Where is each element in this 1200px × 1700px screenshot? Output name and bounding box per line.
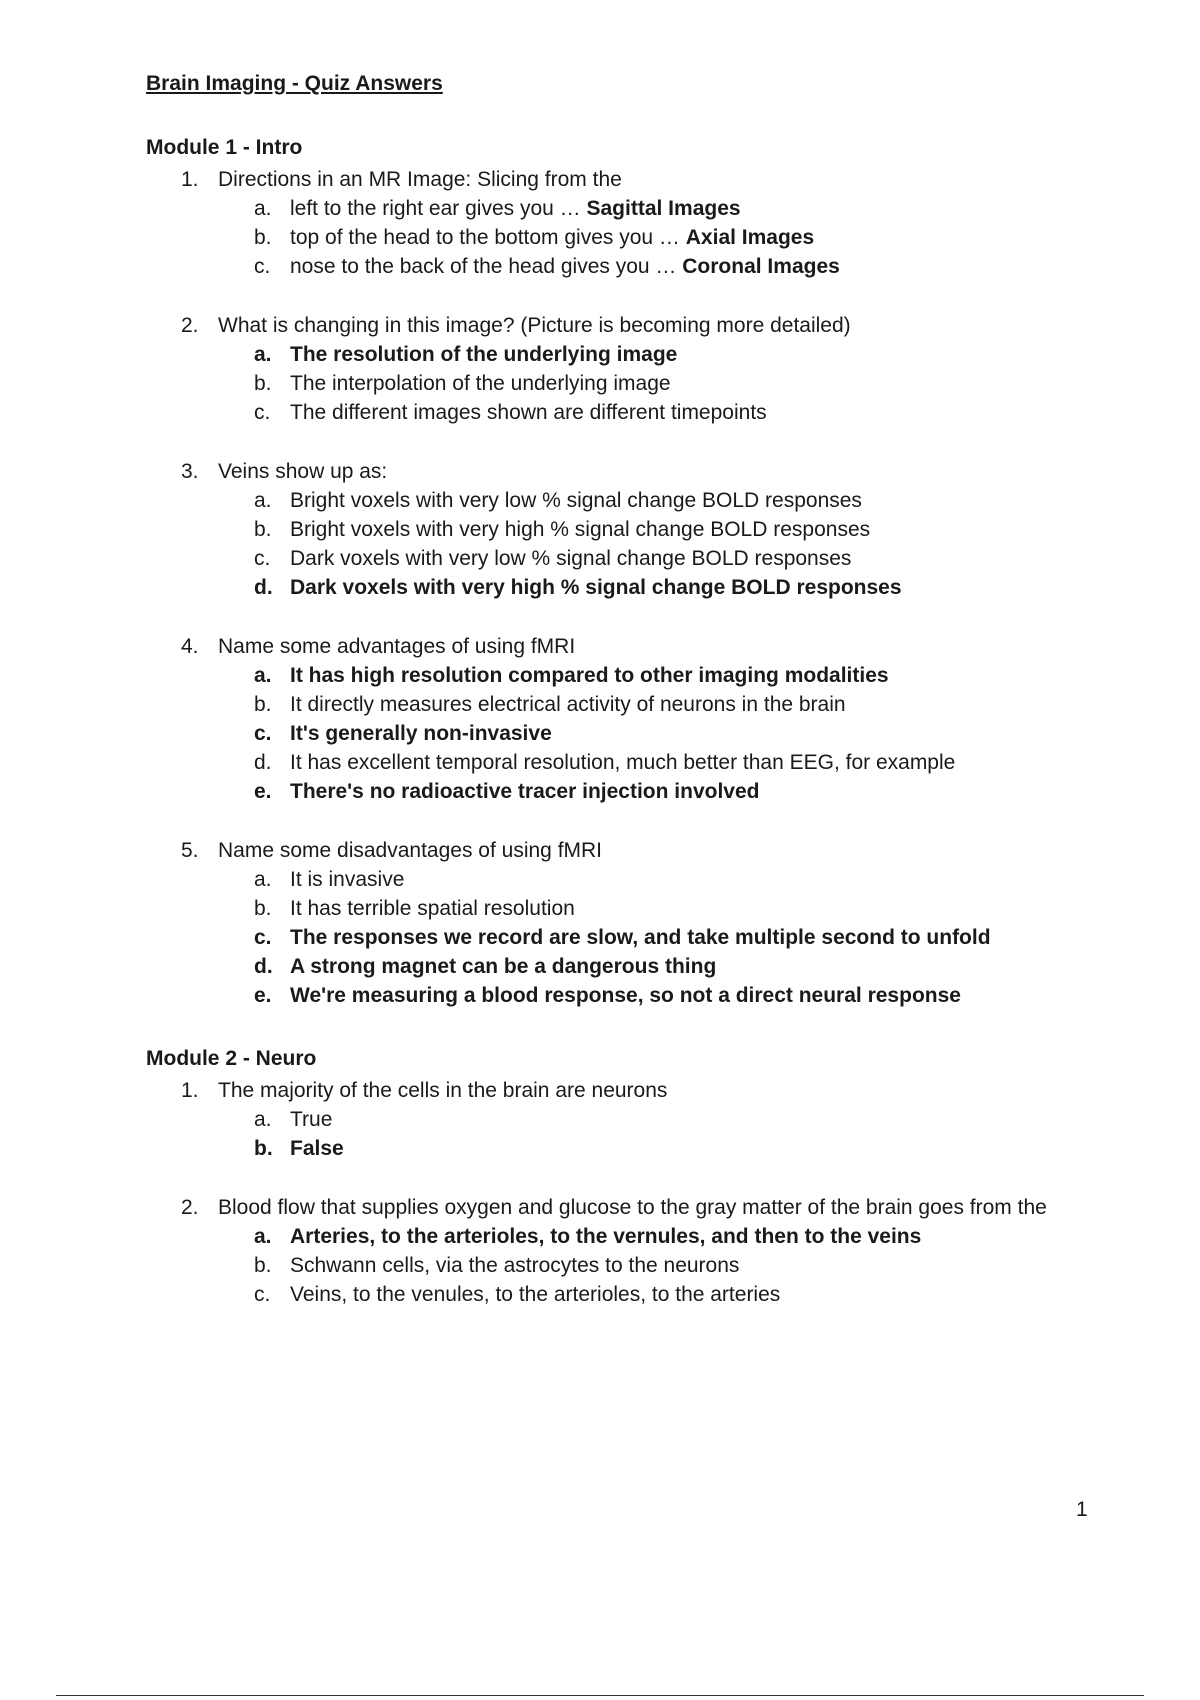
option-text: There's no radioactive tracer injection involved: [290, 780, 760, 803]
option-letter: b.: [254, 897, 272, 920]
option-text: Veins, to the venules, to the arterioles, to the arteries: [290, 1283, 781, 1306]
option-text: The resolution of the underlying image: [290, 343, 678, 366]
option-letter: b.: [254, 226, 272, 249]
option-text: left to the right ear gives you …: [290, 197, 581, 220]
answer-options: [218, 1105, 1096, 1163]
option-text: It has terrible spatial resolution: [290, 897, 575, 920]
option-text: We're measuring a blood response, so not a direct neural response: [290, 984, 961, 1007]
answer-option: [218, 515, 1096, 544]
answer-option: [218, 865, 1096, 894]
answer-option: [218, 894, 1096, 923]
option-text: False: [290, 1137, 344, 1160]
option-text: The different images shown are different timepoints: [290, 401, 767, 424]
option-letter: d.: [254, 576, 273, 599]
option-text: Bright voxels with very low % signal change BOLD responses: [290, 489, 862, 512]
module-2-section: [146, 1045, 1096, 1339]
question-text: Blood flow that supplies oxygen and glucose to the gray matter of the brain goes from the: [218, 1196, 1047, 1219]
correct-answer-option: [218, 719, 1096, 748]
option-text: Arteries, to the arterioles, to the vernules, and then to the veins: [290, 1225, 922, 1248]
option-text: Schwann cells, via the astrocytes to the neurons: [290, 1254, 740, 1277]
option-letter: c.: [254, 255, 271, 278]
answer-option: [218, 252, 1096, 281]
option-letter: a.: [254, 664, 272, 687]
answer-option: [218, 486, 1096, 515]
option-text: top of the head to the bottom gives you …: [290, 226, 680, 249]
answer-option: [218, 369, 1096, 398]
correct-answer-option: [218, 952, 1096, 981]
correct-answer-option: [218, 661, 1096, 690]
option-letter: b.: [254, 693, 272, 716]
question: [146, 632, 1096, 806]
answer-option: [218, 398, 1096, 427]
answer-options: [218, 1222, 1096, 1309]
option-text: The interpolation of the underlying image: [290, 372, 671, 395]
option-letter: c.: [254, 401, 271, 424]
option-text: It's generally non-invasive: [290, 722, 552, 745]
correct-answer-option: [218, 573, 1096, 602]
question-number: 1.: [181, 1079, 199, 1102]
question-number: 2.: [181, 1196, 199, 1219]
page-number: 1: [1076, 1498, 1088, 1521]
question-number: 3.: [181, 460, 199, 483]
option-text: A strong magnet can be a dangerous thing: [290, 955, 717, 978]
answer-options: [218, 486, 1096, 602]
answer-option: [218, 1280, 1096, 1309]
question: [146, 1076, 1096, 1163]
correct-answer-option: [218, 1134, 1096, 1163]
answer-term: Axial Images: [685, 226, 815, 249]
option-letter: e.: [254, 984, 272, 1007]
option-letter: c.: [254, 722, 272, 745]
option-text: True: [290, 1108, 333, 1131]
answer-options: [218, 194, 1096, 281]
answer-option: [218, 1105, 1096, 1134]
option-text: It has excellent temporal resolution, much better than EEG, for example: [290, 751, 956, 774]
option-letter: c.: [254, 926, 272, 949]
question-text: Directions in an MR Image: Slicing from the: [218, 168, 622, 191]
answer-option: [218, 690, 1096, 719]
answer-option: [218, 194, 1096, 223]
option-letter: a.: [254, 489, 272, 512]
option-letter: b.: [254, 1137, 273, 1160]
option-letter: b.: [254, 1254, 272, 1277]
option-text: Dark voxels with very low % signal change BOLD responses: [290, 547, 852, 570]
option-letter: b.: [254, 518, 272, 541]
question-number: 4.: [181, 635, 199, 658]
question-number: 2.: [181, 314, 199, 337]
option-letter: e.: [254, 780, 272, 803]
answer-options: [218, 865, 1096, 1010]
option-text: The responses we record are slow, and take multiple second to unfold: [290, 926, 991, 949]
option-letter: a.: [254, 1108, 272, 1131]
question-number: 1.: [181, 168, 199, 191]
answer-option: [218, 1251, 1096, 1280]
question: [146, 165, 1096, 281]
option-text: It is invasive: [290, 868, 405, 891]
option-letter: a.: [254, 343, 272, 366]
answer-options: [218, 661, 1096, 806]
answer-options: [218, 340, 1096, 427]
option-text: Dark voxels with very high % signal change BOLD responses: [290, 576, 902, 599]
question-text: Veins show up as:: [218, 460, 388, 483]
document-title: Brain Imaging - Quiz Answers: [146, 72, 443, 95]
option-letter: b.: [254, 372, 272, 395]
question-number: 5.: [181, 839, 199, 862]
option-text: It has high resolution compared to other imaging modalities: [290, 664, 889, 687]
module-1-section: [146, 134, 1096, 1040]
answer-option: [218, 223, 1096, 252]
footer-rule: [56, 1695, 1144, 1696]
question-text: What is changing in this image? (Picture is becoming more detailed): [218, 314, 851, 337]
correct-answer-option: [218, 777, 1096, 806]
question: [146, 457, 1096, 602]
option-text: It directly measures electrical activity of neurons in the brain: [290, 693, 846, 716]
option-letter: c.: [254, 547, 271, 570]
option-letter: d.: [254, 955, 273, 978]
option-letter: a.: [254, 868, 272, 891]
option-letter: d.: [254, 751, 272, 774]
module-heading: Module 1 - Intro: [146, 136, 303, 159]
question-text: Name some disadvantages of using fMRI: [218, 839, 603, 862]
question: [146, 311, 1096, 427]
option-letter: c.: [254, 1283, 271, 1306]
option-letter: a.: [254, 197, 272, 220]
module-heading: Module 2 - Neuro: [146, 1047, 317, 1070]
question-text: The majority of the cells in the brain are neurons: [218, 1079, 668, 1102]
correct-answer-option: [218, 1222, 1096, 1251]
option-text: Bright voxels with very high % signal change BOLD responses: [290, 518, 871, 541]
correct-answer-option: [218, 923, 1096, 952]
answer-option: [218, 748, 1096, 777]
option-text: nose to the back of the head gives you …: [290, 255, 677, 278]
answer-option: [218, 544, 1096, 573]
correct-answer-option: [218, 981, 1096, 1010]
option-letter: a.: [254, 1225, 272, 1248]
question: [146, 836, 1096, 1010]
question-text: Name some advantages of using fMRI: [218, 635, 576, 658]
question: [146, 1193, 1096, 1309]
correct-answer-option: [218, 340, 1096, 369]
answer-term: Sagittal Images: [586, 197, 741, 220]
answer-term: Coronal Images: [682, 255, 840, 278]
